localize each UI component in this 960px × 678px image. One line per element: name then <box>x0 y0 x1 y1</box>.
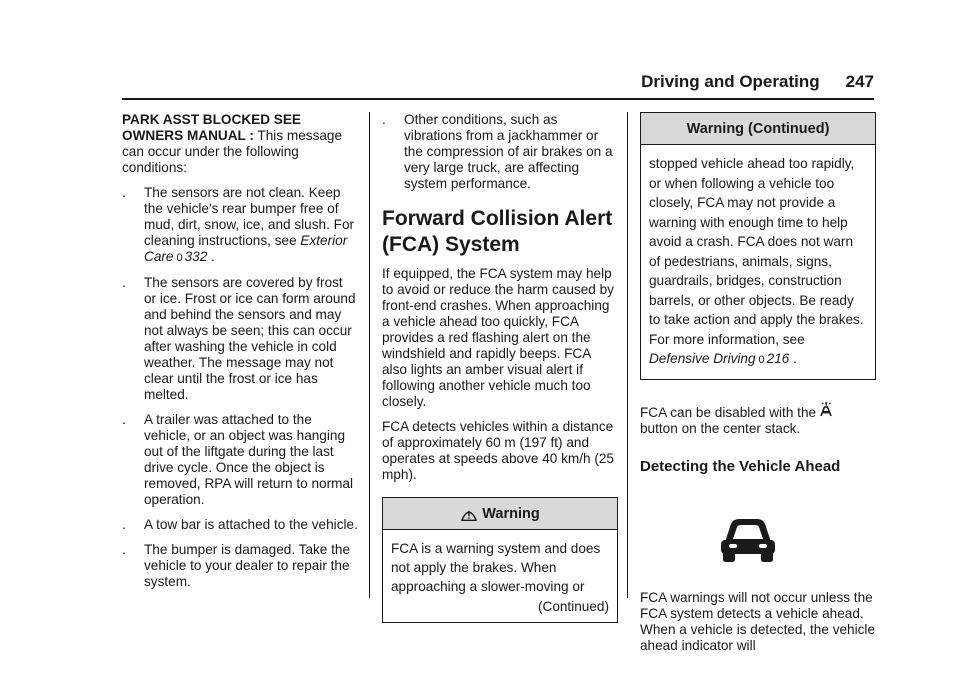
fca-intro-paragraph: If equipped, the FCA system may help to avoid or reduce the harm caused by front-end crashes. When approaching a vehicle ahead too quickly, FCA provides a red flashing alert on the windshield and rapidly beeps. FCA also lights an amber visual alert if following another vehicle much too closely. <box>382 266 614 409</box>
park-assist-intro: PARK ASST BLOCKED SEE OWNERS MANUAL : This message can occur under the following conditions: <box>122 112 343 175</box>
list-item: . A tow bar is attached to the vehicle. <box>122 517 358 532</box>
page-ref-arrow-icon: 0 <box>176 252 183 264</box>
list-item: . A trailer was attached to the vehicle, or an object was hanging out of the liftgate during the last drive cycle. Once the object is removed, RPA will return to normal operation. <box>122 412 354 507</box>
warning-header <box>641 113 875 145</box>
defensive-driving-link[interactable]: Defensive Driving 0 216 <box>649 351 790 366</box>
warning-title: Warning (Continued) <box>686 120 830 137</box>
list-item: . The bumper is damaged. Take the vehicle to your dealer to repair the system. <box>122 542 351 589</box>
collision-alert-button-icon <box>818 402 834 418</box>
message-name: PARK ASST BLOCKED SEE OWNERS MANUAL : <box>122 112 302 143</box>
section-title: Driving and Operating <box>641 72 820 91</box>
continued-label: (Continued) <box>537 599 609 614</box>
list-item: . The sensors are covered by frost or ice. Frost or ice can form around and behind the sensors and may not always be seen; this can occur after washing the vehicle in cold weather. The message may not clear until the frost or ice has melted. <box>122 275 356 402</box>
warning-icon <box>460 505 478 523</box>
warning-box-continued <box>640 112 876 380</box>
column-divider-2 <box>627 112 628 598</box>
warning-body: stopped vehicle ahead too rapidly, or when following a vehicle too closely, FCA may not provide a warning with enough time to help avoid a crash. FCA does not warn of pedestrians, animals, signs, guardrails, bridges, construction barrels, or other objects. Be ready to take action and apply the brakes. For more information, see Defensive Driving 0 216 . <box>649 156 864 366</box>
detecting-vehicle-heading: Detecting the Vehicle Ahead <box>640 457 841 475</box>
warning-body: FCA is a warning system and does not apply the brakes. When approaching a slower-moving or (Continued) <box>391 541 609 614</box>
column-3 <box>640 112 876 663</box>
page-header <box>641 72 874 92</box>
page-number: 247 <box>845 72 874 91</box>
list-item: . Other conditions, such as vibrations from a jackhammer or the compression of air brakes on a very large truck, are affecting system performance. <box>382 112 613 191</box>
fca-section-heading: Forward Collision Alert (FCA) System <box>382 207 613 256</box>
fca-range-paragraph: FCA detects vehicles within a distance of approximately 60 m (197 ft) and operates at speeds above 40 km/h (25 mph). <box>382 419 614 482</box>
exterior-care-link[interactable]: Exterior Care 0 332 <box>144 233 348 264</box>
column-divider-1 <box>369 112 370 598</box>
fca-detection-paragraph: FCA warnings will not occur unless the FCA system detects a vehicle ahead. When a vehicle is detected, the vehicle ahead indicator will <box>640 589 876 653</box>
vehicle-ahead-icon-container <box>640 514 876 564</box>
warning-title: Warning <box>482 505 540 522</box>
list-item: . The sensors are not clean. Keep the vehicle's rear bumper free of mud, dirt, snow, ice, and slush. For cleaning instructions, see Exterior Care 0 332 . <box>122 185 355 264</box>
column-1 <box>122 112 358 599</box>
warning-header <box>383 498 617 530</box>
header-rule <box>122 98 874 100</box>
page-ref-arrow-icon: 0 <box>758 354 765 366</box>
vehicle-ahead-icon <box>717 514 779 564</box>
column-2 <box>382 112 618 623</box>
fca-disable-paragraph: FCA can be disabled with the button on the center stack. <box>640 402 876 437</box>
warning-box <box>382 497 618 623</box>
